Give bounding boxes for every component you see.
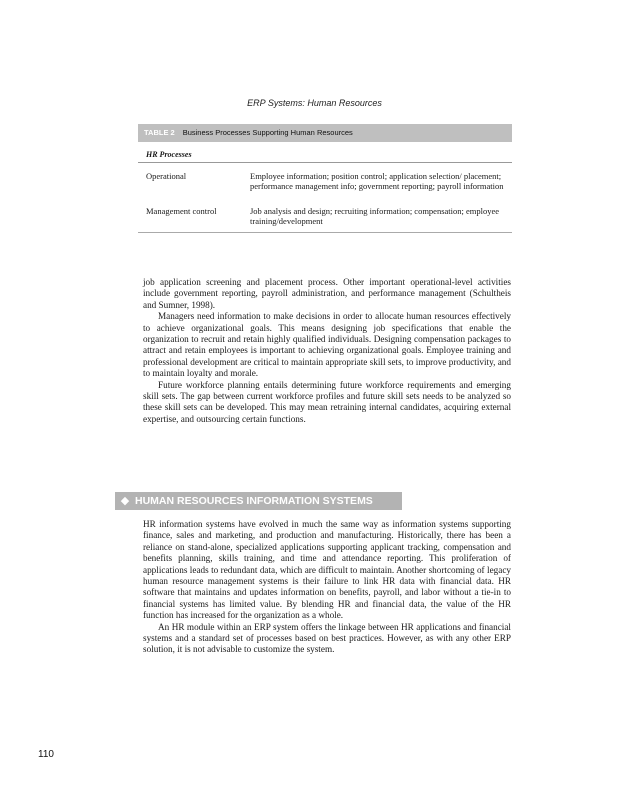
table-label: TABLE 2	[144, 128, 175, 137]
section-heading-text: HUMAN RESOURCES INFORMATION SYSTEMS	[135, 495, 373, 507]
section-heading	[115, 492, 402, 510]
table-cell-process: Management control	[146, 206, 217, 216]
running-head: ERP Systems: Human Resources	[247, 98, 382, 108]
table-column-header: HR Processes	[138, 142, 512, 163]
table-bottom-rule	[138, 232, 512, 233]
table-cell-description: Job analysis and design; recruiting information; compensation; employee training/development	[250, 206, 500, 226]
paragraph: job application screening and placement process. Other important operational-level activities include government reporting, payroll administration, and performance management (Schultheis and Sumner, 1998).	[143, 277, 511, 310]
paragraph: HR information systems have evolved in much the same way as information systems supporting finance, sales and marketing, and production and manufacturing. Historically, there has been a reliance on stand-alone, specialized applications supporting applicant tracking, compensation and benefits planning, skills training, and time and attendance reporting. This proliferation of applications leads to redundant data, which are difficult to maintain. Another shortcoming of legacy human resource management systems is their failure to link HR data with financial data. HR software that maintains and updates information on benefits, payroll, and labor without a tie-in to financial systems has limited value. By blending HR and financial data, the value of the HR function has increased for the organization as a whole.	[143, 519, 511, 621]
table-row	[138, 171, 512, 203]
table-cell-process: Operational	[146, 171, 187, 181]
section-body-text	[143, 519, 511, 656]
paragraph: An HR module within an ERP system offers the linkage between HR applications and financial systems and a standard set of processes based on best practices. However, as with any other ERP solution, it is not advisable to customize the system.	[143, 621, 511, 655]
table-caption	[138, 124, 512, 142]
hr-process-table	[138, 124, 512, 233]
diamond-bullet-icon: ◆	[120, 495, 130, 507]
body-text	[143, 277, 511, 425]
paragraph: Managers need information to make decisions in order to allocate human resources effectively to achieve organizational goals. This means designing job specifications that enable the organization to recruit and retain highly qualified individuals. Designing compensation packages to attract and retain employees is important to achieving organizational goals. Employee training and professional development are critical to maintain appropriate skill sets, to improve productivity, and to maintain loyalty and morale.	[143, 311, 511, 379]
paragraph: Future workforce planning entails determining future workforce requirements and emerging skill sets. The gap between current workforce profiles and future skill sets needs to be analyzed so these skill sets can be developed. This may mean retraining internal candidates, acquiring external expertise, and outsourcing certain functions.	[143, 379, 511, 424]
page-number: 110	[38, 749, 54, 760]
table-row	[138, 206, 512, 228]
table-title: Business Processes Supporting Human Resources	[182, 128, 353, 137]
table-cell-description: Employee information; position control; application selection/ placement; performance management info; government reporting; payroll information	[250, 171, 504, 191]
